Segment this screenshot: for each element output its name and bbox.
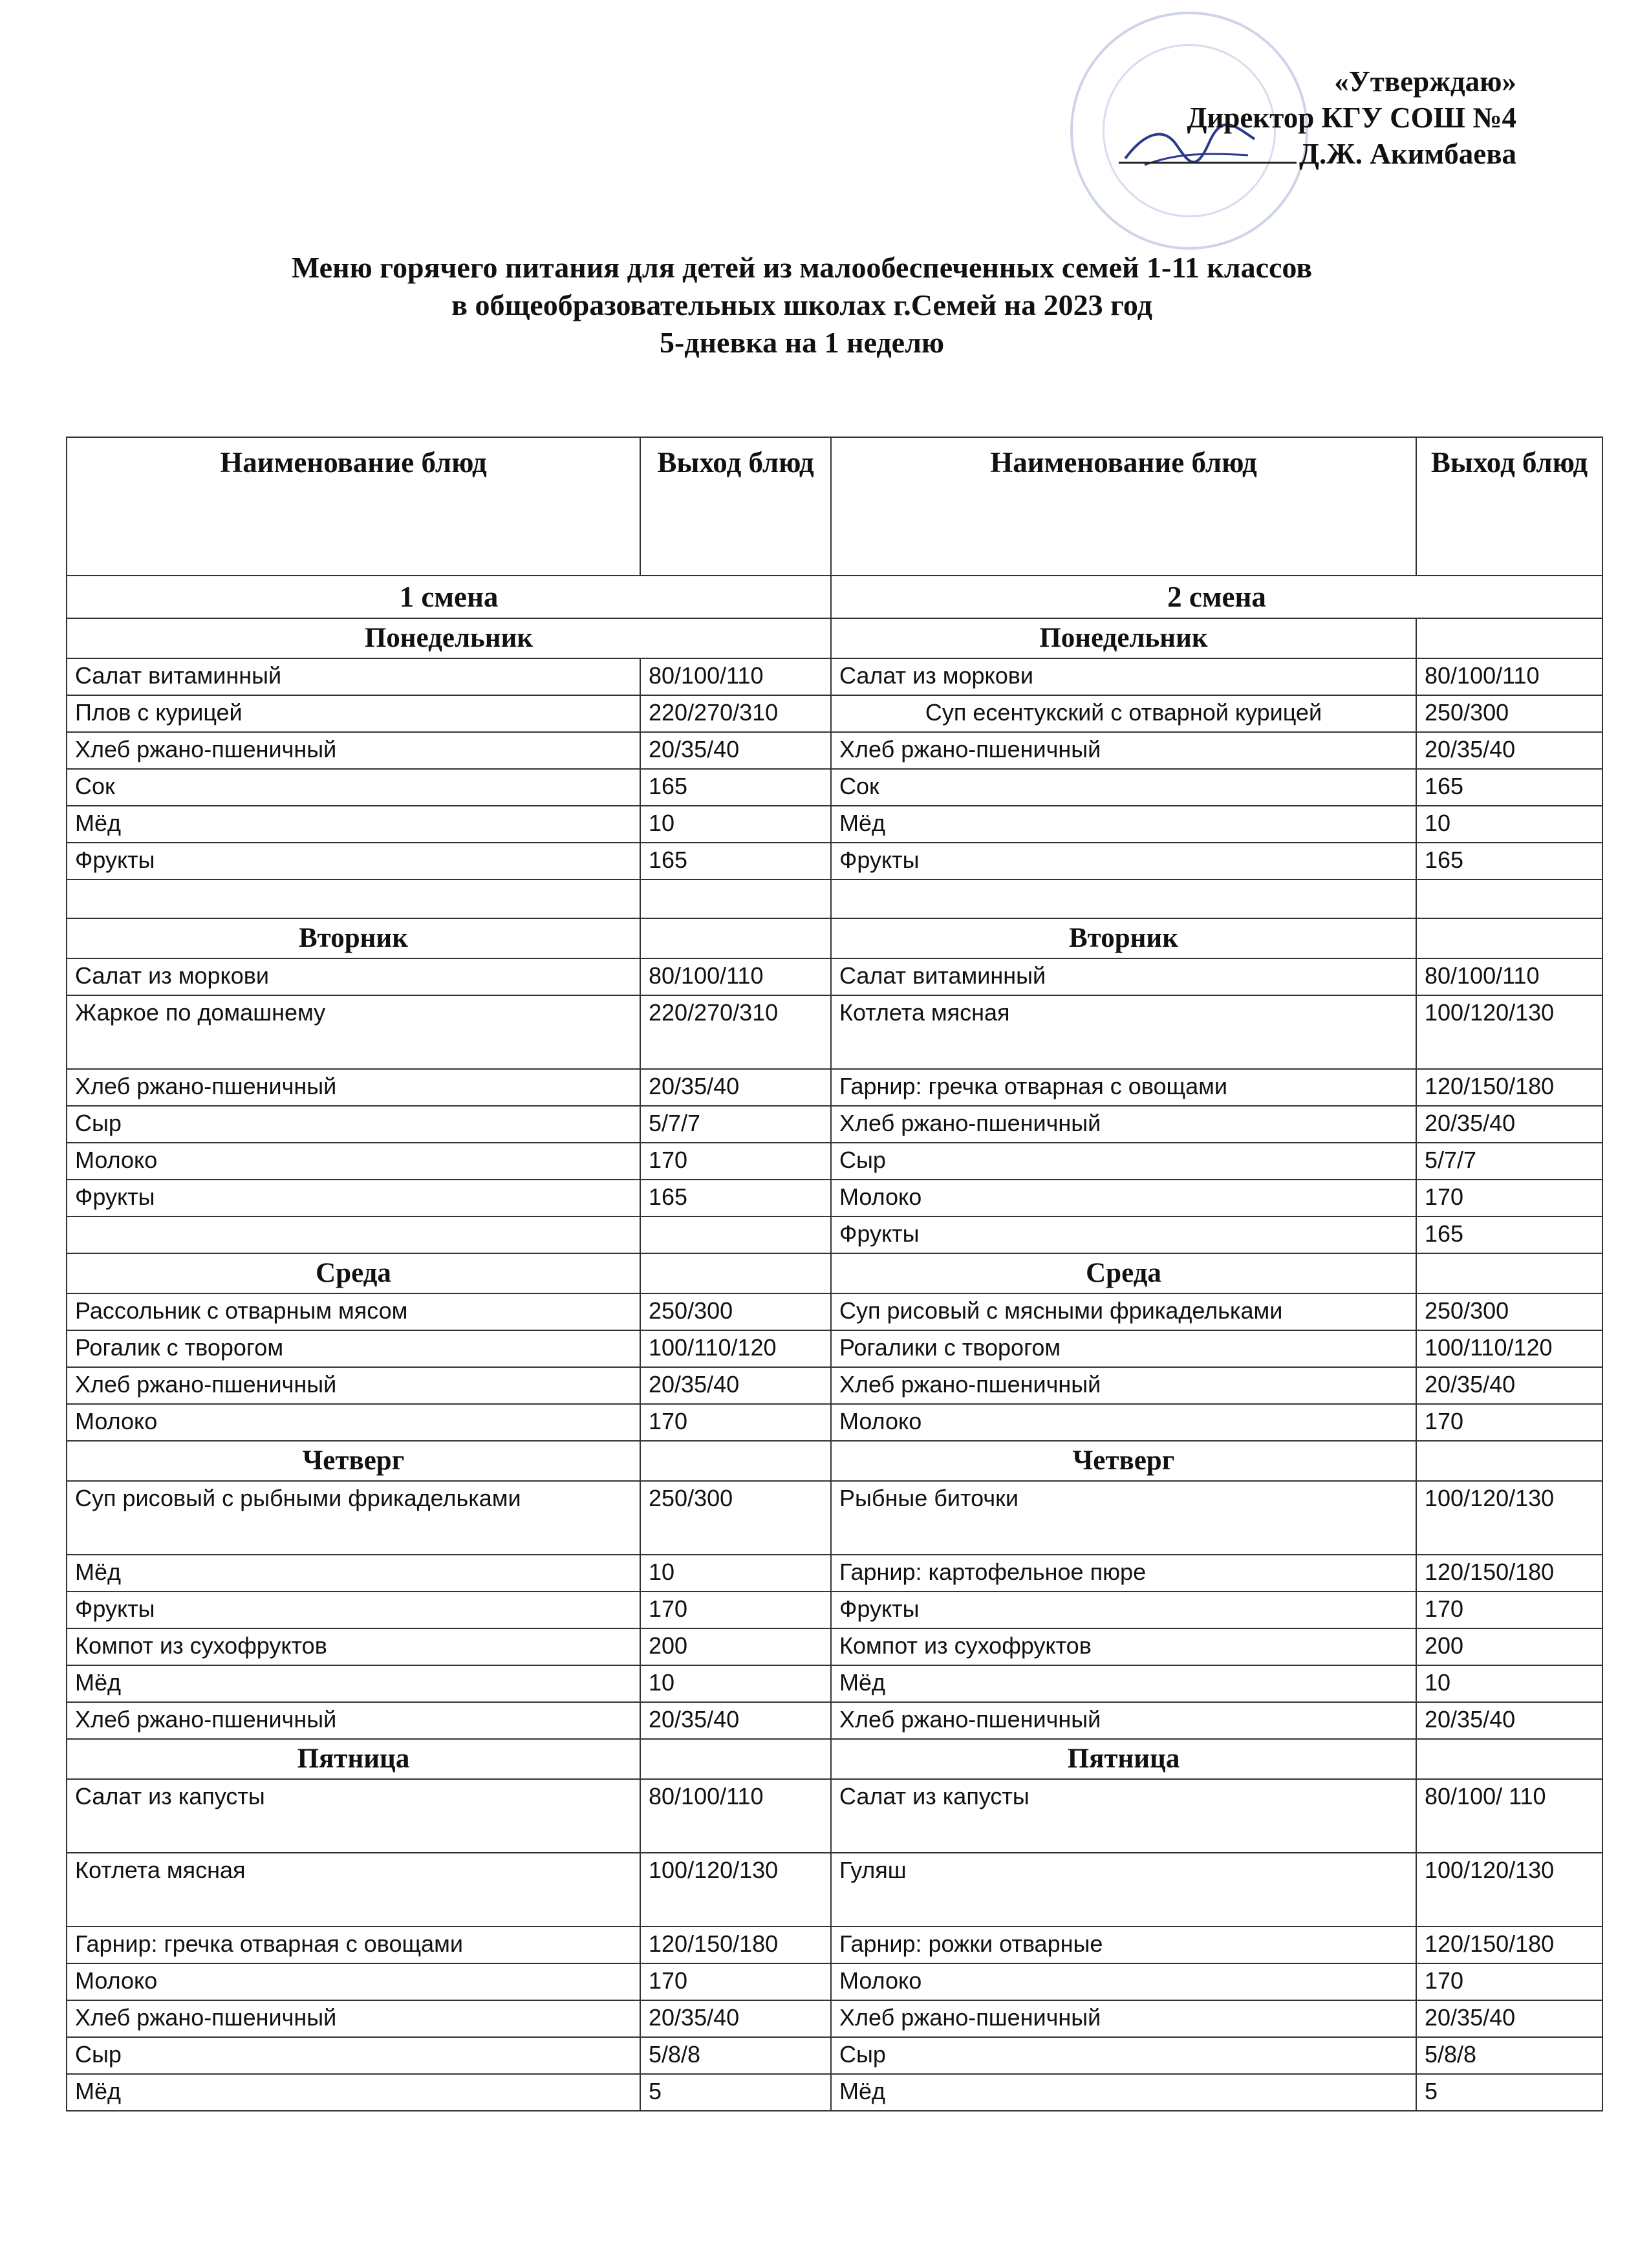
portion-2: 250/300 xyxy=(1416,695,1602,732)
director-name: Д.Ж. Акимбаева xyxy=(1299,138,1516,170)
portion-2: 10 xyxy=(1416,806,1602,843)
table-row xyxy=(67,1216,1602,1253)
table-row xyxy=(67,1143,1602,1180)
portion-2: 10 xyxy=(1416,1665,1602,1702)
dish-name-2: Мёд xyxy=(831,1665,1416,1702)
empty-cell xyxy=(640,1739,831,1779)
dish-name-1: Сыр xyxy=(67,1106,640,1143)
table-row xyxy=(67,1702,1602,1739)
portion-2 xyxy=(1416,880,1602,918)
day-header-row xyxy=(67,1739,1602,1779)
dish-name-1: Гарнир: гречка отварная с овощами xyxy=(67,1927,640,1963)
portion-1: 100/120/130 xyxy=(640,1853,831,1927)
portion-1: 250/300 xyxy=(640,1481,831,1555)
day-name-shift-1: Пятница xyxy=(67,1739,640,1779)
dish-name-1: Хлеб ржано-пшеничный xyxy=(67,1069,640,1106)
table-row xyxy=(67,1404,1602,1441)
portion-1: 20/35/40 xyxy=(640,1702,831,1739)
dish-name-2: Сок xyxy=(831,769,1416,806)
dish-name-1: Молоко xyxy=(67,1143,640,1180)
dish-name-1 xyxy=(67,1216,640,1253)
portion-1: 80/100/110 xyxy=(640,658,831,695)
portion-2: 20/35/40 xyxy=(1416,732,1602,769)
table-row xyxy=(67,1963,1602,2000)
portion-2: 20/35/40 xyxy=(1416,1702,1602,1739)
title-line-3: 5-дневка на 1 неделю xyxy=(659,326,945,359)
portion-1: 220/270/310 xyxy=(640,995,831,1069)
portion-2: 100/120/130 xyxy=(1416,1481,1602,1555)
header-portion-2: Выход блюд xyxy=(1416,437,1602,576)
dish-name-2: Хлеб ржано-пшеничный xyxy=(831,1367,1416,1404)
table-row xyxy=(67,1367,1602,1404)
portion-1: 200 xyxy=(640,1628,831,1665)
shift-1: 1 смена xyxy=(67,576,831,618)
portion-1: 250/300 xyxy=(640,1293,831,1330)
header-dish-name-1: Наименование блюд xyxy=(67,437,640,576)
dish-name-2: Рыбные биточки xyxy=(831,1481,1416,1555)
dish-name-1: Фрукты xyxy=(67,843,640,880)
table-row xyxy=(67,1481,1602,1555)
shift-2: 2 смена xyxy=(831,576,1602,618)
dish-name-1: Суп рисовый с рыбными фрикадельками xyxy=(67,1481,640,1555)
portion-2: 5/8/8 xyxy=(1416,2037,1602,2074)
portion-2: 5 xyxy=(1416,2074,1602,2111)
table-row xyxy=(67,1628,1602,1665)
dish-name-1: Мёд xyxy=(67,806,640,843)
dish-name-2: Хлеб ржано-пшеничный xyxy=(831,732,1416,769)
day-name-shift-1: Понедельник xyxy=(67,618,831,658)
portion-1: 5 xyxy=(640,2074,831,2111)
dish-name-1: Рогалик с творогом xyxy=(67,1330,640,1367)
table-row xyxy=(67,658,1602,695)
shift-row xyxy=(67,576,1602,618)
empty-cell xyxy=(1416,1253,1602,1293)
title-line-2: в общеобразовательных школах г.Семей на 2023 год xyxy=(451,288,1152,321)
day-name-shift-1: Вторник xyxy=(67,918,640,958)
portion-1: 20/35/40 xyxy=(640,2000,831,2037)
portion-2: 200 xyxy=(1416,1628,1602,1665)
dish-name-2: Салат витаминный xyxy=(831,958,1416,995)
table-row xyxy=(67,843,1602,880)
portion-1: 170 xyxy=(640,1592,831,1628)
menu-table xyxy=(66,437,1603,2111)
menu-table-body xyxy=(67,437,1602,2111)
table-row xyxy=(67,1927,1602,1963)
portion-2: 250/300 xyxy=(1416,1293,1602,1330)
dish-name-2: Фрукты xyxy=(831,843,1416,880)
dish-name-1: Салат из моркови xyxy=(67,958,640,995)
dish-name-2: Фрукты xyxy=(831,1216,1416,1253)
portion-1: 10 xyxy=(640,1555,831,1592)
portion-1: 170 xyxy=(640,1404,831,1441)
empty-cell xyxy=(1416,1739,1602,1779)
day-name-shift-2: Четверг xyxy=(831,1441,1416,1481)
dish-name-1: Фрукты xyxy=(67,1180,640,1216)
portion-2: 170 xyxy=(1416,1404,1602,1441)
table-row xyxy=(67,806,1602,843)
empty-cell xyxy=(1416,918,1602,958)
day-header-row xyxy=(67,618,1602,658)
dish-name-2: Мёд xyxy=(831,2074,1416,2111)
portion-1: 80/100/110 xyxy=(640,1779,831,1853)
table-row xyxy=(67,1853,1602,1927)
document-title xyxy=(0,249,1604,362)
dish-name-1: Сок xyxy=(67,769,640,806)
portion-1: 10 xyxy=(640,1665,831,1702)
dish-name-2: Молоко xyxy=(831,1404,1416,1441)
table-row xyxy=(67,1180,1602,1216)
dish-name-2: Фрукты xyxy=(831,1592,1416,1628)
portion-1: 170 xyxy=(640,1963,831,2000)
empty-cell xyxy=(640,918,831,958)
table-row xyxy=(67,769,1602,806)
table-row xyxy=(67,1069,1602,1106)
day-header-row xyxy=(67,1441,1602,1481)
table-row xyxy=(67,1555,1602,1592)
dish-name-1: Мёд xyxy=(67,1665,640,1702)
portion-2: 120/150/180 xyxy=(1416,1555,1602,1592)
dish-name-2: Салат из моркови xyxy=(831,658,1416,695)
portion-1: 165 xyxy=(640,1180,831,1216)
table-row xyxy=(67,1293,1602,1330)
portion-2: 20/35/40 xyxy=(1416,1106,1602,1143)
dish-name-2: Суп рисовый с мясными фрикадельками xyxy=(831,1293,1416,1330)
dish-name-1: Хлеб ржано-пшеничный xyxy=(67,1367,640,1404)
portion-2: 20/35/40 xyxy=(1416,2000,1602,2037)
day-name-shift-2: Пятница xyxy=(831,1739,1416,1779)
dish-name-2: Молоко xyxy=(831,1963,1416,2000)
header-dish-name-2: Наименование блюд xyxy=(831,437,1416,576)
empty-cell xyxy=(1416,1441,1602,1481)
dish-name-2: Компот из сухофруктов xyxy=(831,1628,1416,1665)
day-header-row xyxy=(67,1253,1602,1293)
portion-1: 100/110/120 xyxy=(640,1330,831,1367)
portion-2: 5/7/7 xyxy=(1416,1143,1602,1180)
dish-name-2: Котлета мясная xyxy=(831,995,1416,1069)
portion-2: 120/150/180 xyxy=(1416,1069,1602,1106)
dish-name-2: Суп есентукский с отварной курицей xyxy=(831,695,1416,732)
dish-name-2: Гарнир: гречка отварная с овощами xyxy=(831,1069,1416,1106)
portion-2: 80/100/110 xyxy=(1416,658,1602,695)
portion-2: 165 xyxy=(1416,843,1602,880)
title-line-1: Меню горячего питания для детей из малообеспеченных семей 1-11 классов xyxy=(291,251,1313,284)
day-name-shift-1: Среда xyxy=(67,1253,640,1293)
director-title: Директор КГУ СОШ №4 xyxy=(1187,102,1516,134)
dish-name-1: Сыр xyxy=(67,2037,640,2074)
portion-2: 165 xyxy=(1416,769,1602,806)
portion-1: 5/8/8 xyxy=(640,2037,831,2074)
day-name-shift-1: Четверг xyxy=(67,1441,640,1481)
header-row xyxy=(67,437,1602,576)
dish-name-1: Рассольник с отварным мясом xyxy=(67,1293,640,1330)
portion-1: 80/100/110 xyxy=(640,958,831,995)
dish-name-2: Гарнир: картофельное пюре xyxy=(831,1555,1416,1592)
director-name-row xyxy=(1119,136,1516,172)
portion-1 xyxy=(640,880,831,918)
dish-name-1: Хлеб ржано-пшеничный xyxy=(67,732,640,769)
dish-name-2: Молоко xyxy=(831,1180,1416,1216)
portion-2: 100/120/130 xyxy=(1416,1853,1602,1927)
portion-1: 165 xyxy=(640,843,831,880)
portion-1: 220/270/310 xyxy=(640,695,831,732)
dish-name-1: Фрукты xyxy=(67,1592,640,1628)
approval-block xyxy=(1119,63,1516,172)
portion-2: 100/120/130 xyxy=(1416,995,1602,1069)
portion-2: 170 xyxy=(1416,1592,1602,1628)
dish-name-2: Хлеб ржано-пшеничный xyxy=(831,1702,1416,1739)
day-name-shift-2: Понедельник xyxy=(831,618,1416,658)
portion-1: 20/35/40 xyxy=(640,732,831,769)
dish-name-2: Рогалики с творогом xyxy=(831,1330,1416,1367)
dish-name-1: Хлеб ржано-пшеничный xyxy=(67,2000,640,2037)
empty-cell xyxy=(640,1253,831,1293)
dish-name-1: Мёд xyxy=(67,2074,640,2111)
day-name-shift-2: Вторник xyxy=(831,918,1416,958)
portion-1: 120/150/180 xyxy=(640,1927,831,1963)
day-header-row xyxy=(67,918,1602,958)
dish-name-1: Жаркое по домашнему xyxy=(67,995,640,1069)
table-row xyxy=(67,995,1602,1069)
dish-name-2 xyxy=(831,880,1416,918)
portion-2: 170 xyxy=(1416,1180,1602,1216)
header-portion-1: Выход блюд xyxy=(640,437,831,576)
table-row xyxy=(67,880,1602,918)
table-row xyxy=(67,1665,1602,1702)
portion-2: 100/110/120 xyxy=(1416,1330,1602,1367)
table-row xyxy=(67,1106,1602,1143)
table-row xyxy=(67,958,1602,995)
table-row xyxy=(67,1592,1602,1628)
dish-name-2: Сыр xyxy=(831,2037,1416,2074)
table-row xyxy=(67,2000,1602,2037)
dish-name-2: Сыр xyxy=(831,1143,1416,1180)
dish-name-2: Хлеб ржано-пшеничный xyxy=(831,1106,1416,1143)
table-row xyxy=(67,1330,1602,1367)
table-row xyxy=(67,2037,1602,2074)
dish-name-1: Мёд xyxy=(67,1555,640,1592)
portion-2: 170 xyxy=(1416,1963,1602,2000)
dish-name-1: Котлета мясная xyxy=(67,1853,640,1927)
dish-name-1 xyxy=(67,880,640,918)
portion-1: 20/35/40 xyxy=(640,1069,831,1106)
empty-cell xyxy=(1416,618,1602,658)
table-row xyxy=(67,695,1602,732)
table-row xyxy=(67,732,1602,769)
portion-1: 170 xyxy=(640,1143,831,1180)
dish-name-2: Хлеб ржано-пшеничный xyxy=(831,2000,1416,2037)
portion-1 xyxy=(640,1216,831,1253)
empty-cell xyxy=(640,1441,831,1481)
table-row xyxy=(67,1779,1602,1853)
approval-line: «Утверждаю» xyxy=(1334,65,1516,98)
dish-name-2: Гуляш xyxy=(831,1853,1416,1927)
dish-name-2: Мёд xyxy=(831,806,1416,843)
portion-1: 165 xyxy=(640,769,831,806)
dish-name-2: Салат из капусты xyxy=(831,1779,1416,1853)
portion-2: 120/150/180 xyxy=(1416,1927,1602,1963)
dish-name-1: Салат из капусты xyxy=(67,1779,640,1853)
portion-2: 20/35/40 xyxy=(1416,1367,1602,1404)
portion-1: 5/7/7 xyxy=(640,1106,831,1143)
dish-name-1: Молоко xyxy=(67,1963,640,2000)
dish-name-1: Молоко xyxy=(67,1404,640,1441)
dish-name-1: Плов с курицей xyxy=(67,695,640,732)
portion-1: 10 xyxy=(640,806,831,843)
dish-name-2: Гарнир: рожки отварные xyxy=(831,1927,1416,1963)
table-row xyxy=(67,2074,1602,2111)
portion-1: 20/35/40 xyxy=(640,1367,831,1404)
dish-name-1: Хлеб ржано-пшеничный xyxy=(67,1702,640,1739)
signature-line xyxy=(1119,162,1297,164)
dish-name-1: Компот из сухофруктов xyxy=(67,1628,640,1665)
portion-2: 80/100/ 110 xyxy=(1416,1779,1602,1853)
portion-2: 80/100/110 xyxy=(1416,958,1602,995)
dish-name-1: Салат витаминный xyxy=(67,658,640,695)
day-name-shift-2: Среда xyxy=(831,1253,1416,1293)
portion-2: 165 xyxy=(1416,1216,1602,1253)
